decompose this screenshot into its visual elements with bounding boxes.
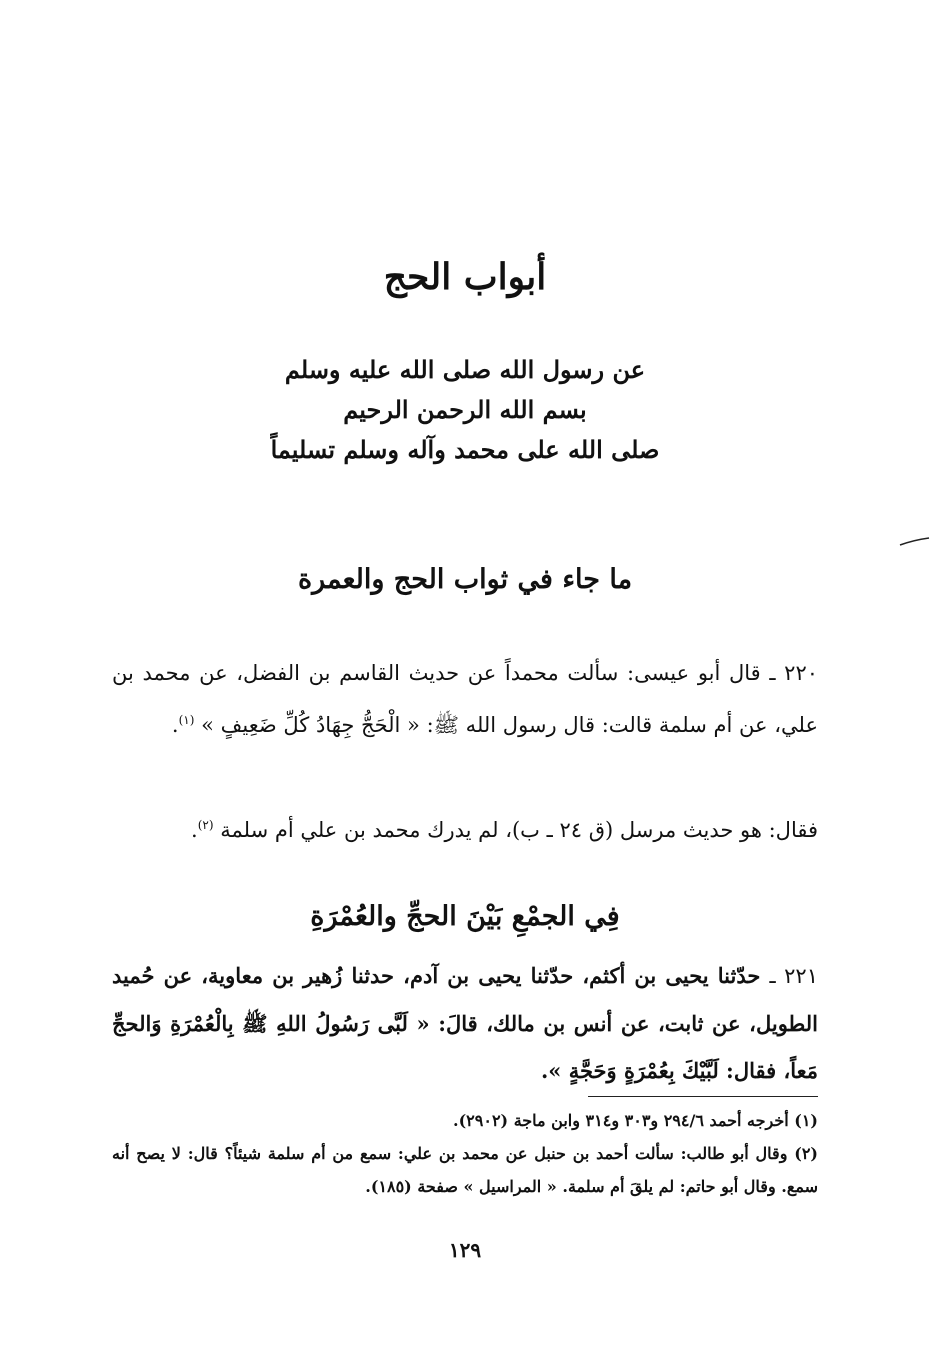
footnote-2: (٢) وقال أبو طالب: سألت أحمد بن حنبل عن محمد بن علي: سمع من أم سلمة شيئاً؟ قال: لا يصح أنه سمع. وقال أبو حاتم: لم يلقَ أم سلمة. « المراسيل » صفحة (١٨٥).	[112, 1144, 818, 1196]
period: .	[171, 713, 179, 737]
period: .	[191, 818, 198, 842]
hadith-221	[112, 952, 818, 1094]
hadith-220	[112, 650, 818, 749]
hadith-number: ٢٢٠ ـ	[769, 661, 819, 685]
invocation-line-1: عن رسول الله صلى الله عليه وسلم	[284, 355, 646, 384]
chapter-title: أبواب الحج	[383, 256, 547, 298]
page-number: ١٢٩	[448, 1238, 482, 1262]
invocation-block	[0, 350, 930, 470]
hadith-text: قال أبو عيسى: سألت محمداً عن حديث القاسم بن الفضل، عن محمد بن علي، عن أم سلمة قالت: قال رسول الله ﷺ: « الْحَجُّ جِهَادُ كُلِّ ضَعِيفٍ »	[112, 661, 818, 737]
hadith-text: حدّثنا يحيى بن أكثم، حدّثنا يحيى بن آدم، حدثنا زُهير بن معاوية، عن حُميد الطويل، عن ثابت، عن أنس بن مالك، قالَ: « لَبَّى رَسُولُ اللهِ ﷺ بِالْعُمْرَةِ وَالحجِّ مَعاً، فقال: لَبَّيْكَ بِعُمْرَةٍ وَحَجَّةٍ ».	[112, 963, 818, 1083]
footnote-1: (١) أخرجه أحمد ٢٩٤/٦ و٣٠٣ و٣١٤ وابن ماجة (٢٩٠٢).	[453, 1111, 818, 1130]
footnote-divider	[588, 1096, 818, 1097]
hadith-number: ٢٢١ ـ	[769, 964, 818, 988]
hadith-220-comment	[112, 802, 818, 854]
invocation-line-3: صلى الله على محمد وآله وسلم تسليماً	[270, 435, 660, 464]
comment-text: فقال: هو حديث مرسل (ق ٢٤ ـ ب)، لم يدرك محمد بن علي أم سلمة	[220, 818, 818, 842]
footnotes	[112, 1104, 818, 1203]
section-title-2: فِي الجمْعِ بَيْنَ الحجِّ والعُمْرَةِ	[310, 901, 620, 932]
footnote-ref-1: (١)	[178, 713, 195, 727]
section-title-1: ما جاء في ثواب الحج والعمرة	[297, 564, 633, 595]
invocation-line-2: بسم الله الرحمن الرحيم	[343, 395, 587, 424]
scan-stroke-mark	[898, 536, 930, 548]
footnote-ref-2: (٢)	[197, 818, 214, 832]
